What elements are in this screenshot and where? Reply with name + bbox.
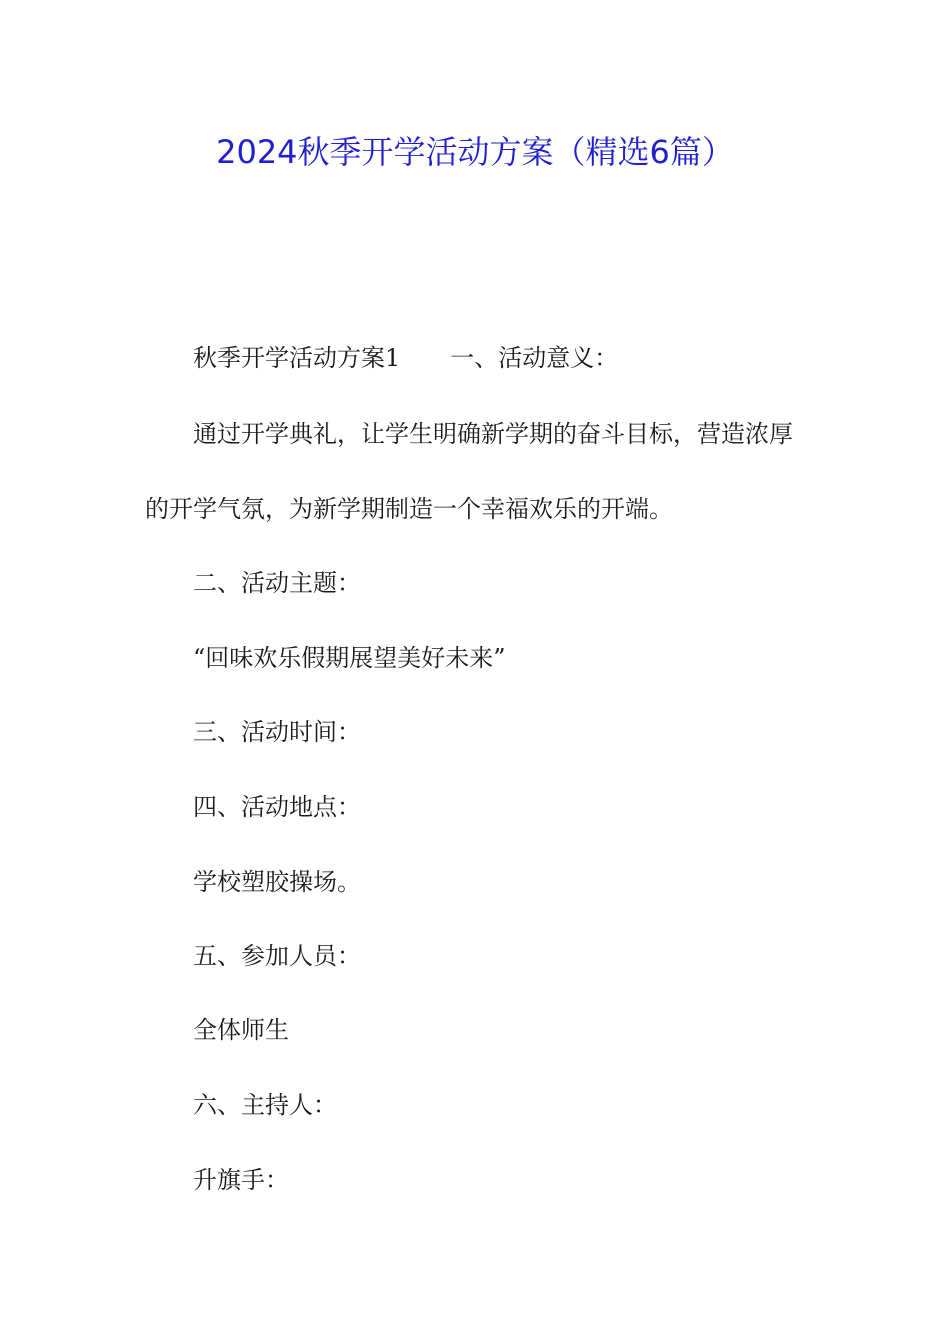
section-heading-location: 四、活动地点： bbox=[193, 793, 361, 821]
document-title: 2024秋季开学活动方案（精选6篇） bbox=[216, 133, 734, 171]
paragraph-purpose-line-2: 的开学气氛，为新学期制造一个幸福欢乐的开端。 bbox=[145, 495, 673, 523]
flag-raiser-label: 升旗手： bbox=[193, 1166, 289, 1194]
participants-text: 全体师生 bbox=[193, 1016, 289, 1044]
section-heading-theme: 二、活动主题： bbox=[193, 569, 361, 597]
section-heading-time: 三、活动时间： bbox=[193, 718, 361, 746]
theme-text: “回味欢乐假期展望美好未来” bbox=[193, 644, 506, 672]
section-heading-participants: 五、参加人员： bbox=[193, 942, 361, 970]
section-heading-plan-1 bbox=[193, 340, 618, 376]
paragraph-purpose-line-1: 通过开学典礼，让学生明确新学期的奋斗目标，营造浓厚 bbox=[193, 420, 793, 448]
location-text: 学校塑胶操场。 bbox=[193, 868, 361, 896]
section-heading-host: 六、主持人： bbox=[193, 1091, 337, 1119]
section-heading-purpose: 一、活动意义： bbox=[450, 344, 619, 372]
plan-heading: 秋季开学活动方案1 bbox=[193, 344, 401, 372]
